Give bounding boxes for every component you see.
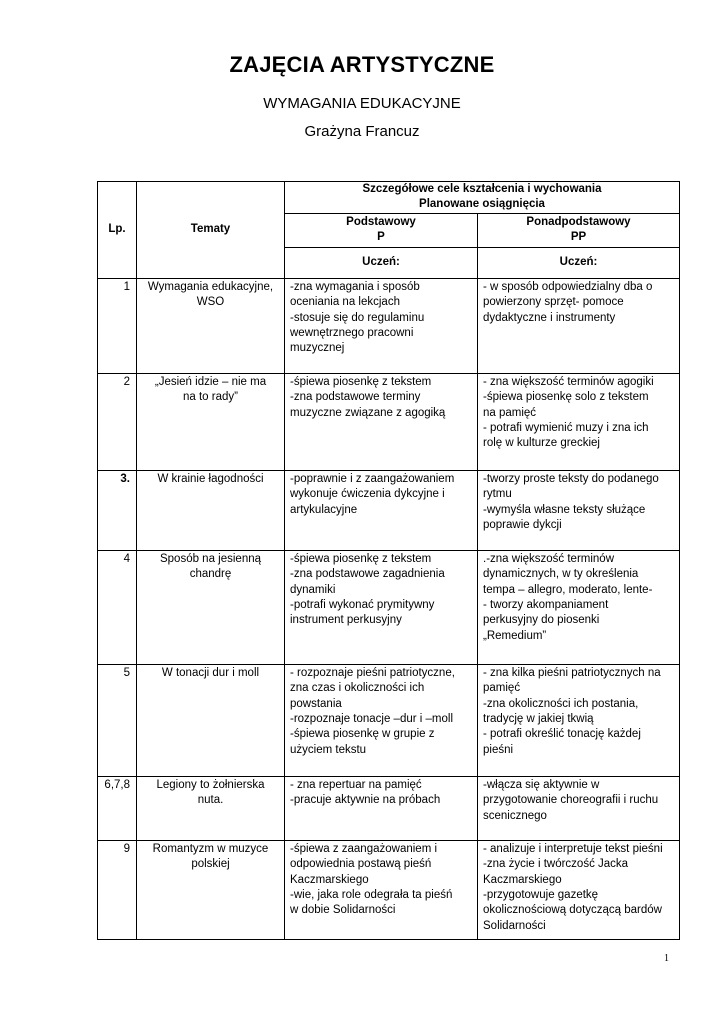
row-topic-line: na to rady” xyxy=(183,391,238,404)
row-basic-line: - zna repertuar na pamięć xyxy=(290,778,422,791)
header-goals xyxy=(285,182,680,214)
row-basic xyxy=(285,278,478,373)
row-advanced-line: dydaktyczne i instrumenty xyxy=(483,311,616,324)
row-basic-line: Kaczmarskiego xyxy=(290,873,369,886)
header-advanced xyxy=(478,213,680,247)
row-advanced-line: tradycję w jakiej tkwią xyxy=(483,713,594,726)
row-basic-line: instrument perkusyjny xyxy=(290,614,402,627)
row-basic-line: - rozpoznaje pieśni patriotyczne, xyxy=(290,666,455,679)
requirements-table xyxy=(97,181,680,940)
row-advanced-line: - tworzy akompaniament xyxy=(483,599,609,612)
row-topic xyxy=(137,664,285,776)
row-basic-line: artykulacyjne xyxy=(290,503,358,516)
row-advanced-line: powierzony sprzęt- pomoce xyxy=(483,296,624,309)
row-topic xyxy=(137,278,285,373)
document-author: Grażyna Francuz xyxy=(304,123,420,140)
table-row xyxy=(98,840,680,939)
row-basic-line: -śpiewa piosenkę w grupie z xyxy=(290,728,435,741)
row-basic xyxy=(285,373,478,470)
row-advanced xyxy=(478,840,680,939)
row-topic xyxy=(137,840,285,939)
row-advanced xyxy=(478,470,680,550)
row-basic xyxy=(285,776,478,840)
row-basic-line: powstania xyxy=(290,697,342,710)
row-topic-line: „Jesień idzie – nie ma xyxy=(154,375,267,388)
row-topic-line: polskiej xyxy=(191,858,230,871)
table-row xyxy=(98,373,680,470)
row-advanced-line: -śpiewa piosenkę solo z tekstem xyxy=(483,391,649,404)
table-row xyxy=(98,664,680,776)
row-advanced xyxy=(478,776,680,840)
row-advanced-line: -tworzy proste teksty do podanego xyxy=(483,472,659,485)
row-lp: 3. xyxy=(98,470,137,550)
row-basic-line: -poprawnie i z zaangażowaniem xyxy=(290,472,455,485)
row-advanced xyxy=(478,550,680,664)
row-lp: 6,7,8 xyxy=(98,776,137,840)
row-advanced-line: przygotowanie choreografii i ruchu xyxy=(483,794,659,807)
row-basic-line: w dobie Solidarności xyxy=(290,904,396,917)
row-basic-line: muzycznej xyxy=(290,342,345,355)
row-basic xyxy=(285,550,478,664)
row-topic-line: chandrę xyxy=(189,568,232,581)
row-advanced-line: scenicznego xyxy=(483,809,547,822)
row-basic-line: -zna wymagania i sposób xyxy=(290,280,420,293)
row-topic-line: Romantyzm w muzyce xyxy=(152,842,269,855)
row-advanced xyxy=(478,373,680,470)
row-topic-line: W tonacji dur i moll xyxy=(161,666,260,679)
header-advanced-line1: Ponadpodstawowy xyxy=(526,215,631,228)
row-topic-line: Wymagania edukacyjne, xyxy=(147,280,274,293)
header-goals-line2: Planowane osiągnięcia xyxy=(419,198,545,211)
header-uczen-advanced: Uczeń: xyxy=(478,247,680,278)
table-row xyxy=(98,550,680,664)
row-topic-line: nuta. xyxy=(197,794,224,807)
row-basic-line: odpowiednia postawą pieśń xyxy=(290,858,432,871)
row-advanced-line: na pamięć xyxy=(483,406,537,419)
row-advanced-line: rytmu xyxy=(483,488,512,501)
row-topic xyxy=(137,373,285,470)
document-subtitle: WYMAGANIA EDUKACYJNE xyxy=(263,95,461,112)
row-topic-line: WSO xyxy=(196,296,225,309)
row-advanced-line: -wymyśla własne teksty służące xyxy=(483,503,646,516)
row-topic-line: W krainie łagodności xyxy=(157,472,264,485)
row-advanced-line: - potrafi wymienić muzy i zna ich xyxy=(483,422,649,435)
row-basic-line: muzyczne związane z agogiką xyxy=(290,406,446,419)
header-basic-line2: P xyxy=(377,231,385,244)
row-basic-line: -śpiewa piosenkę z tekstem xyxy=(290,552,432,565)
row-basic-line: -pracuje aktywnie na próbach xyxy=(290,794,441,807)
row-advanced-line: perkusyjny do piosenki xyxy=(483,614,600,627)
row-basic-line: użyciem tekstu xyxy=(290,743,367,756)
row-basic-line: oceniania na lekcjach xyxy=(290,296,400,309)
row-advanced-line: -zna życie i twórczość Jacka xyxy=(483,858,629,871)
row-advanced-line: okolicznościową dotyczącą bardów xyxy=(483,904,662,917)
row-basic-line: -śpiewa piosenkę z tekstem xyxy=(290,375,432,388)
row-topic xyxy=(137,550,285,664)
row-topic xyxy=(137,776,285,840)
row-advanced-line: -zna okoliczności ich postania, xyxy=(483,697,639,710)
row-basic xyxy=(285,470,478,550)
row-advanced xyxy=(478,278,680,373)
row-lp: 2 xyxy=(98,373,137,470)
row-lp: 9 xyxy=(98,840,137,939)
row-advanced-line: Kaczmarskiego xyxy=(483,873,562,886)
header-lp: Lp. xyxy=(98,182,137,279)
row-advanced-line: poprawie dykcji xyxy=(483,519,562,532)
row-basic-line: dynamiki xyxy=(290,583,336,596)
row-basic-line: -rozpoznaje tonacje –dur i –moll xyxy=(290,713,454,726)
row-advanced-line: -włącza się aktywnie w xyxy=(483,778,600,791)
row-basic xyxy=(285,664,478,776)
row-basic-line: -potrafi wykonać prymitywny xyxy=(290,599,435,612)
row-lp: 1 xyxy=(98,278,137,373)
table-row xyxy=(98,470,680,550)
row-basic-line: wykonuje ćwiczenia dykcyjne i xyxy=(290,488,445,501)
table-header xyxy=(98,182,680,279)
row-advanced-line: „Remedium” xyxy=(483,629,547,642)
row-basic-line: -śpiewa z zaangażowaniem i xyxy=(290,842,438,855)
row-topic-line: Sposób na jesienną xyxy=(159,552,262,565)
row-basic xyxy=(285,840,478,939)
row-advanced-line: tempa – allegro, moderato, lente- xyxy=(483,583,653,596)
table-row xyxy=(98,278,680,373)
row-lp: 4 xyxy=(98,550,137,664)
row-advanced-line: pieśni xyxy=(483,743,514,756)
row-basic-line: -zna podstawowe zagadnienia xyxy=(290,568,445,581)
row-advanced-line: - potrafi określić tonację każdej xyxy=(483,728,641,741)
row-basic-line: zna czas i okoliczności ich xyxy=(290,682,425,695)
row-advanced xyxy=(478,664,680,776)
header-basic xyxy=(285,213,478,247)
row-advanced-line: .-zna większość terminów xyxy=(483,552,615,565)
row-advanced-line: rolę w kulturze greckiej xyxy=(483,437,600,450)
row-advanced-line: - w sposób odpowiedzialny dba o xyxy=(483,280,653,293)
row-basic-line: wewnętrznego pracowni xyxy=(290,327,414,340)
row-topic-line: Legiony to żołnierska xyxy=(156,778,265,791)
header-basic-line1: Podstawowy xyxy=(346,215,416,228)
row-advanced-line: - zna większość terminów agogiki xyxy=(483,375,654,388)
table-row xyxy=(98,776,680,840)
row-advanced-line: pamięć xyxy=(483,682,521,695)
row-advanced-line: -przygotowuje gazetkę xyxy=(483,889,599,902)
row-lp: 5 xyxy=(98,664,137,776)
row-advanced-line: - zna kilka pieśni patriotycznych na xyxy=(483,666,661,679)
document-title: ZAJĘCIA ARTYSTYCZNE xyxy=(229,52,495,77)
row-advanced-line: Solidarności xyxy=(483,919,546,932)
row-topic xyxy=(137,470,285,550)
row-basic-line: -stosuje się do regulaminu xyxy=(290,311,425,324)
header-tematy: Tematy xyxy=(137,182,285,279)
page-number: 1 xyxy=(664,953,669,964)
table-body xyxy=(98,278,680,939)
header-uczen-basic: Uczeń: xyxy=(285,247,478,278)
header-goals-line1: Szczegółowe cele kształcenia i wychowania xyxy=(362,183,602,195)
row-basic-line: -zna podstawowe terminy xyxy=(290,391,421,404)
row-basic-line: -wie, jaka role odegrała ta pieśń xyxy=(290,889,453,902)
row-advanced-line: - analizuje i interpretuje tekst pieśni xyxy=(483,842,663,855)
row-advanced-line: dynamicznych, w ty określenia xyxy=(483,568,639,581)
header-advanced-line2: PP xyxy=(570,231,587,244)
